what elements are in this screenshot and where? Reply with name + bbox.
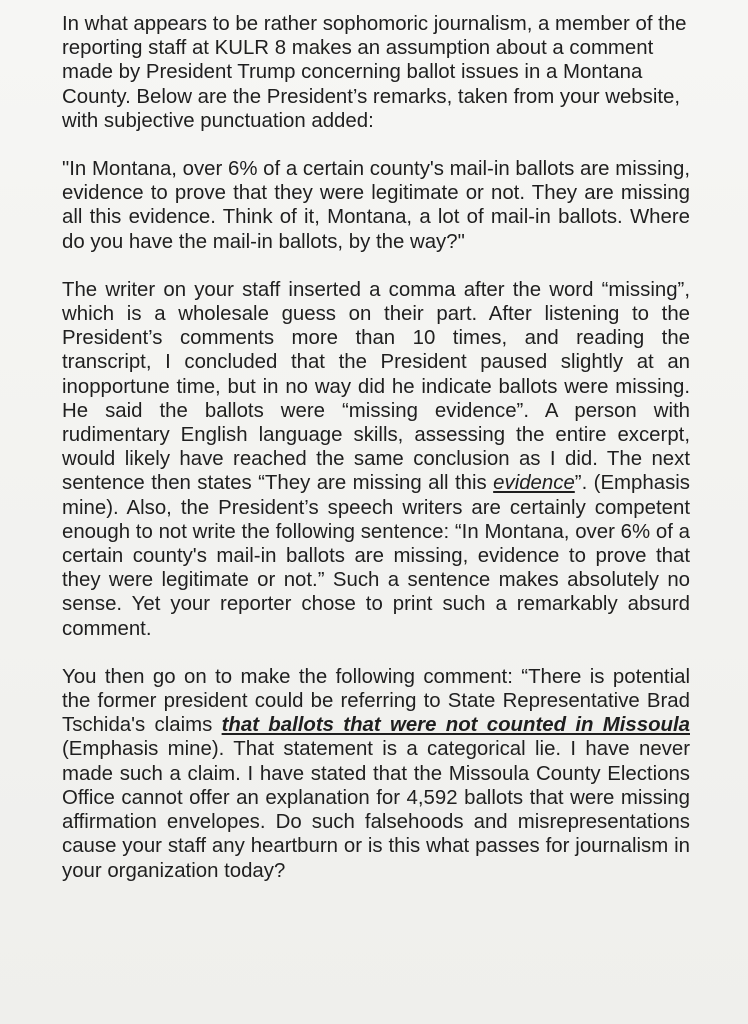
paragraph-quote: "In Montana, over 6% of a certain county's mail-in ballots are missing, evidence to prove that they were legitimate or not. They are missing all this evidence. Think of it, Montana, a lot of mail-in ballots. Where do you have the mail-in ballots, by the way?"	[62, 158, 690, 253]
paragraph-rebuttal-text-b: (Emphasis mine). That statement is a categorical lie. I have never made such a claim. I have stated that the Missoula County Elections Office cannot offer an explanation for 4,592 ballots that were missing affirmation envelopes. Do such falsehoods and misrepresentations cause your staff any heartburn or is this what passes for journalism in your organization today?	[62, 738, 690, 882]
emphasis-evidence: evidence	[493, 472, 575, 495]
emphasis-missoula-claim: that ballots that were not counted in Missoula	[221, 714, 690, 737]
paragraph-rebuttal	[62, 665, 690, 883]
paragraph-intro: In what appears to be rather sophomoric journalism, a member of the reporting staff at KULR 8 makes an assumption about a comment made by President Trump concerning ballot issues in a Montana County. Below are the President’s remarks, taken from your website, with subjective punctuation added:	[62, 13, 687, 132]
paragraph-rebuttal-text-a: You then go on to make the following comment: “There is potential the former president could be referring to State Representative Brad Tschida's claims	[62, 665, 690, 737]
paragraph-comma-argument-text-b: ”. (Emphasis mine). Also, the President’s speech writers are certainly competent enough to not write the following sentence: “In Montana, over 6% of a certain county's mail-in ballots are missing, evidence to prove that they were legitimate or not.” Such a sentence makes absolutely no sense. Yet your reporter chose to print such a remarkably absurd comment.	[62, 472, 690, 640]
paragraph-comma-argument-text-a: The writer on your staff inserted a comma after the word “missing”, which is a wholesale guess on their part. After listening to the President’s comments more than 10 times, and reading the transcript, I concluded that the President paused slightly at an inopportune time, but in no way did he indicate ballots were missing. He said the ballots were “missing evidence”. A person with rudimentary English language skills, assessing the entire excerpt, would likely have reached the same conclusion as I did. The next sentence then states “They are missing all this	[62, 278, 690, 495]
paragraph-comma-argument	[62, 278, 690, 641]
